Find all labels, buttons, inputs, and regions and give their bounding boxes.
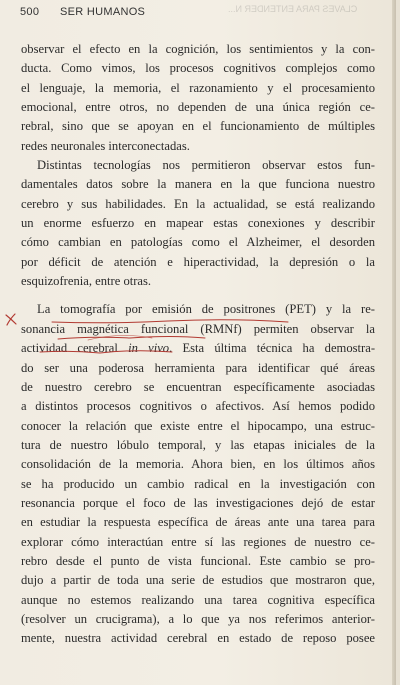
running-header: [20, 6, 145, 18]
text-line: actividad cerebral in vivo. Esta última técnica ha demostra-: [21, 341, 376, 356]
paragraph-3: [21, 300, 375, 648]
page-edge: [392, 0, 396, 685]
italic-term: in vivo: [128, 341, 170, 356]
text-line: Distintas tecnologías nos permitieron observar estos fun-: [37, 158, 375, 173]
text-line: sonancia magnética funcional (RMNf) permiten observar la: [21, 321, 375, 336]
text-line: explorar cómo interactúan entre sí las regiones de nuestro ce-: [21, 534, 375, 549]
text-line: cerebro y sus habilidades. En la actualidad, se está realizando: [21, 196, 375, 211]
text-line: en estudiar la respuesta específica de áreas ante una tarea para: [21, 515, 375, 530]
paragraph-2: [21, 156, 375, 291]
text-line: do ser una poderosa herramienta para identificar qué áreas: [21, 360, 375, 375]
text-line: (resolver un crucigrama), a lo que ya nos referimos anterior-: [21, 611, 375, 626]
text-line: aunque no estemos realizando una tarea cognitiva específica: [21, 592, 375, 607]
text-line: el lenguaje, la memoria, el razonamiento y el procesamiento: [21, 80, 375, 95]
text-line: resonancia porque el foco de las investigaciones dejó de estar: [21, 495, 375, 510]
text-line: ducta. Como vimos, los procesos cognitivos complejos como: [21, 61, 375, 76]
text-line: redes neuronales interconectadas.: [21, 138, 190, 153]
running-title: SER HUMANOS: [60, 6, 146, 18]
text-line: observar el efecto en la cognición, los sentimientos y la con-: [21, 42, 375, 56]
text-line: cómo cambian en patologías como el Alzheimer, el desorden: [21, 235, 375, 250]
text-line: dujo a partir de toda una serie de estudios que mostraron que,: [21, 573, 375, 588]
body-text: [21, 40, 375, 649]
text-line: a distintos procesos cognitivos o afectivos. Así hemos podido: [21, 399, 375, 414]
page-number: 500: [20, 6, 40, 18]
paragraph-gap: [21, 291, 375, 300]
paragraph-1: [21, 40, 375, 156]
text-line: de nuestro cerebro se encuentran específicamente asociadas: [21, 379, 375, 394]
text-line: se ha producido un cambio radical en la investigación con: [21, 476, 375, 491]
margin-x-mark-icon: [4, 312, 18, 326]
text-line: mente, nuestra actividad cerebral en estado de reposo posee: [21, 631, 375, 646]
text-line: La tomografía por emisión de positrones (PET) y la re-: [37, 302, 375, 317]
text-line: por déficit de atención e hiperactividad, la depresión o la: [21, 254, 375, 269]
text-line: emocional, entre otros, no dependen de una única región ce-: [21, 100, 375, 115]
text-line: consolidación de la memoria. Ahora bien, en los últimos años: [21, 457, 375, 472]
text-line: un enorme esfuerzo en mapear estas conexiones y describir: [21, 216, 375, 231]
text-line: rebro desde el punto de vista funcional. Este cambio se pro-: [21, 553, 375, 568]
bleed-through-text: CLAVES PARA ENTENDER N...: [228, 4, 358, 14]
text-line: rebral, sino que se apoyan en el funcionamiento de múltiples: [21, 119, 375, 134]
text-line: damentales datos sobre la manera en la que funciona nuestro: [21, 177, 375, 192]
text-line: esquizofrenia, entre otras.: [21, 274, 152, 289]
text-line: conocer la relación que existe entre el hipocampo, una estruc-: [21, 418, 375, 433]
text-line: tura de nuestro lóbulo temporal, y las etapas iniciales de la: [21, 437, 375, 452]
